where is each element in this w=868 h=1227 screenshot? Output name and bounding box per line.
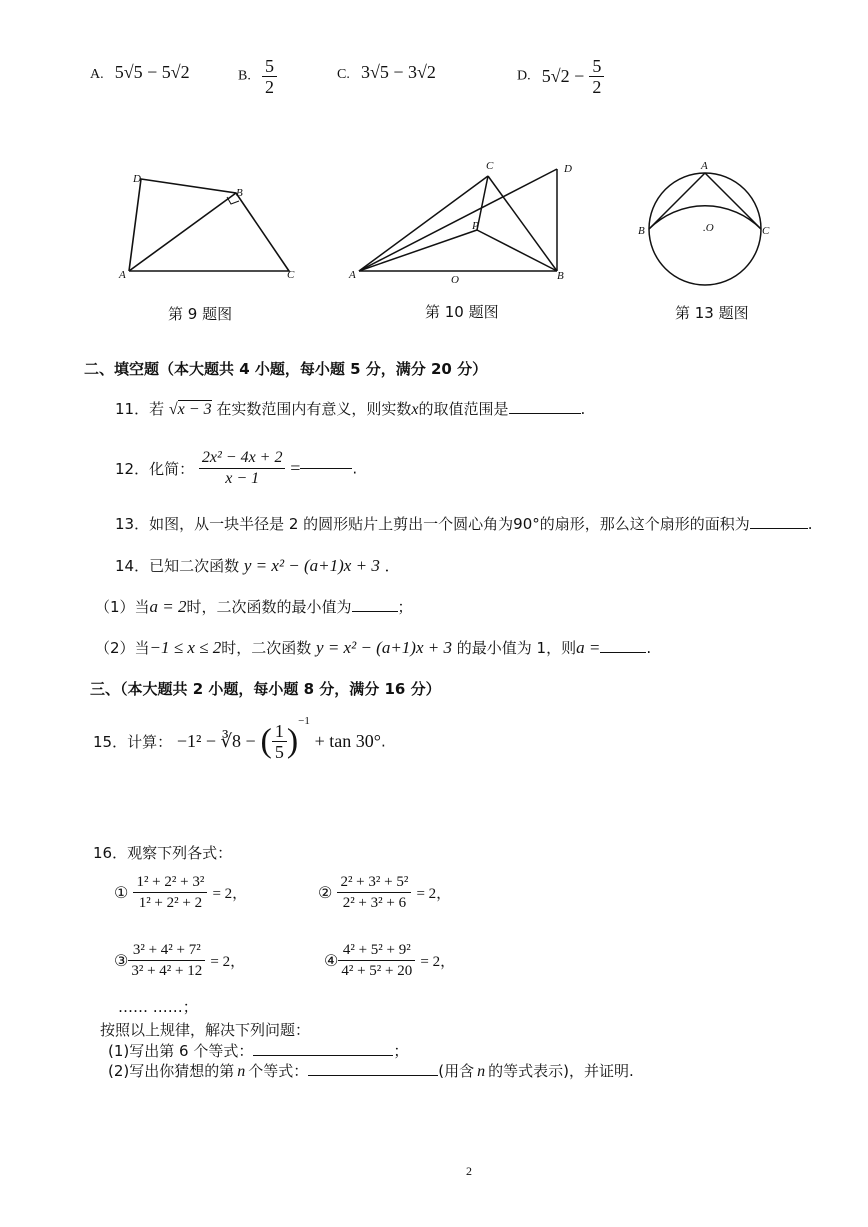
q14-intro-end: ． [384, 557, 400, 575]
option-d-expr: 5√2 − [541, 66, 585, 86]
option-b-numerator: 5 [262, 56, 277, 77]
figure-13-label-b: B [638, 225, 645, 237]
q15-expr-b: + tan 30° [314, 731, 381, 751]
q12-answer-blank[interactable] [300, 468, 352, 469]
q16-eq3-mark: ③ [114, 951, 129, 970]
q15-frac-denominator: 5 [274, 742, 284, 762]
question-13 [115, 513, 813, 534]
section-2-heading: 二、填空题（本大题共 4 小题，每小题 5 分，满分 20 分） [84, 360, 488, 378]
option-d-numerator: 5 [589, 56, 604, 77]
q14-p2-mid: 时，二次函数 [221, 639, 312, 657]
q13-text: 13．如图，从一块半径是 2 的圆形贴片上剪出一个圆心角为90°的扇形，那么这个扇形的面积为 [115, 515, 750, 533]
q11-radical: √x − 3 [168, 401, 212, 418]
q15-left-paren: ( [260, 722, 272, 760]
q16-p1-answer-blank[interactable] [253, 1055, 393, 1056]
q16-p1-end: ； [393, 1042, 409, 1060]
option-d-label: D. [517, 68, 531, 84]
figure-9-label-c: C [287, 269, 295, 281]
q16-eq1-mark: ① [114, 883, 129, 902]
q16-equation-3 [114, 940, 245, 981]
figure-9-quadrilateral [129, 179, 289, 271]
q11-post-b: 的取值范围是 [418, 400, 509, 418]
question-14 [115, 555, 400, 576]
q16-p2-pre: (2)写出你猜想的第 [108, 1062, 235, 1080]
figure-9 [115, 165, 305, 290]
question-12 [115, 448, 357, 489]
q11-answer-blank[interactable] [509, 413, 581, 414]
q15-exponent: −1 [298, 715, 310, 727]
q16-part-1 [108, 1040, 408, 1061]
option-a-expr: 5√5 − 5√2 [114, 62, 190, 82]
figure-9-label-d: D [133, 173, 141, 185]
option-c [337, 62, 436, 83]
figure-10-label-p: P [472, 220, 479, 232]
q16-p2-var: n [237, 1063, 246, 1080]
q14-p1-pre: （1）当 [95, 598, 150, 616]
q16-instructions: 按照以上规律，解决下列问题： [100, 1021, 311, 1039]
q16-p2-var2: n [477, 1063, 486, 1080]
figure-9-caption: 第 9 题图 [168, 305, 233, 323]
q16-eq4-fraction [338, 940, 415, 981]
q14-p1-post: 时，二次函数的最小值为 [186, 598, 352, 616]
figure-10-label-o: O [451, 274, 459, 286]
q15-fraction [272, 721, 287, 762]
figure-13-label-a: A [701, 160, 708, 172]
q16-eq2-fraction [337, 872, 411, 913]
q11-var: x [411, 401, 419, 418]
q16-p1-pre: (1)写出第 6 个等式： [108, 1042, 254, 1060]
q16-equation-1 [114, 872, 247, 913]
question-14-part-1 [95, 596, 413, 617]
option-d [517, 56, 604, 97]
q16-eq1-fraction [133, 872, 207, 913]
q16-eq3-denominator: 3² + 4² + 12 [131, 963, 203, 979]
q11-post-a: 在实数范围内有意义，则实数 [216, 400, 412, 418]
q16-eq3-fraction [128, 940, 205, 981]
figure-13 [635, 155, 775, 295]
q16-dots: …… ……； [118, 998, 198, 1016]
figure-13-radius-ac [705, 173, 761, 229]
q14-p1-end: ； [397, 598, 413, 616]
q12-equals: = [290, 458, 301, 478]
question-15 [93, 715, 386, 762]
option-d-fraction [589, 56, 604, 97]
q11-end: . [580, 400, 586, 418]
figure-10-caption: 第 10 题图 [425, 303, 499, 321]
q16-eq4-mark: ④ [324, 951, 339, 970]
q12-fraction [199, 448, 286, 489]
q16-equation-2 [318, 872, 451, 913]
q15-frac-numerator: 1 [272, 721, 287, 742]
q16-eq1-rhs: = 2， [212, 886, 248, 902]
q16-p2-answer-blank[interactable] [308, 1075, 438, 1076]
q12-numerator: 2x² − 4x + 2 [199, 448, 286, 469]
q14-p2-end: . [646, 639, 652, 657]
option-b-denominator: 2 [264, 77, 274, 97]
figure-10-line-ac [359, 176, 488, 271]
q11-radicand: x − 3 [177, 401, 212, 418]
q16-eq4-rhs: = 2， [420, 954, 456, 970]
option-c-expr: 3√5 − 3√2 [360, 62, 436, 82]
option-b-label: B. [238, 68, 251, 84]
q14-p1-condition: a = 2 [149, 597, 187, 616]
figure-10-label-a: A [349, 269, 356, 281]
q14-p2-pre: （2）当 [95, 639, 150, 657]
q16-p2-post: (用含 [438, 1062, 475, 1080]
q14-function: y = x² − (a+1)x + 3 [243, 556, 380, 575]
q15-expr-a: −1² − ∛8 − [176, 731, 256, 751]
q11-number: 11． [115, 400, 150, 418]
q16-eq2-mark: ② [318, 883, 333, 902]
q14-p2-function: y = x² − (a+1)x + 3 [316, 638, 452, 657]
q12-end: . [352, 459, 358, 478]
q13-answer-blank[interactable] [750, 528, 808, 529]
figure-10-label-c: C [486, 160, 494, 172]
figure-10-label-d: D [564, 163, 572, 175]
q15-pre: 15．计算： [93, 733, 173, 751]
q16-part-2 [108, 1060, 634, 1081]
q16-intro: 16．观察下列各式： [93, 844, 233, 862]
figure-10-line-ap [359, 230, 477, 271]
option-b-fraction [262, 56, 277, 97]
q14-p2-var: a = [576, 638, 601, 657]
figure-13-label-o: .O [703, 222, 714, 234]
q16-eq1-denominator: 1² + 2² + 2 [138, 895, 203, 911]
q12-number: 12．化简： [115, 460, 195, 478]
q11-pre: 若 [149, 400, 165, 418]
q16-p2-tail: 的等式表示)，并证明. [488, 1062, 634, 1080]
figure-13-label-c: C [762, 225, 770, 237]
page-number: 2 [466, 1164, 472, 1178]
option-b [238, 56, 277, 97]
option-a [90, 62, 190, 83]
q14-p2-condition: −1 ≤ x ≤ 2 [149, 638, 222, 657]
q16-eq3-rhs: = 2， [210, 954, 246, 970]
q16-eq2-denominator: 2² + 3² + 6 [342, 895, 407, 911]
option-d-denominator: 2 [592, 77, 602, 97]
q14-p2-post: 的最小值为 1，则 [456, 639, 577, 657]
q13-end: . [807, 515, 813, 533]
q16-eq3-numerator: 3² + 4² + 7² [128, 940, 205, 961]
q14-p2-answer-blank[interactable] [600, 652, 646, 653]
figure-9-label-a: A [119, 269, 126, 281]
q16-eq1-numerator: 1² + 2² + 3² [133, 872, 207, 893]
option-a-label: A. [90, 67, 104, 82]
q16-eq4-denominator: 4² + 5² + 20 [341, 963, 413, 979]
figure-10-line-cb [488, 176, 557, 271]
q12-denominator: x − 1 [225, 470, 260, 487]
q16-eq2-rhs: = 2， [416, 886, 452, 902]
option-c-label: C. [337, 67, 350, 82]
question-14-part-2 [95, 637, 651, 658]
q16-eq4-numerator: 4² + 5² + 9² [338, 940, 415, 961]
q15-end: . [380, 732, 386, 751]
figure-10-label-b: B [557, 270, 564, 282]
figure-13-caption: 第 13 题图 [675, 304, 749, 322]
section-3-heading: 三、（本大题共 2 小题，每小题 8 分，满分 16 分） [90, 680, 441, 698]
figure-10 [345, 155, 580, 290]
question-11 [115, 398, 585, 419]
q14-intro: 14．已知二次函数 [115, 557, 240, 575]
q16-eq2-numerator: 2² + 3² + 5² [337, 872, 411, 893]
q16-equation-4 [324, 940, 455, 981]
figure-9-label-b: B [236, 187, 243, 199]
q15-right-paren: ) [286, 722, 299, 760]
figure-9-diagonal [129, 193, 236, 271]
figure-10-line-pb [477, 230, 557, 271]
q16-p2-mid: 个等式： [248, 1062, 309, 1080]
q14-p1-answer-blank[interactable] [352, 611, 398, 612]
figure-13-radius-ab [649, 173, 705, 229]
